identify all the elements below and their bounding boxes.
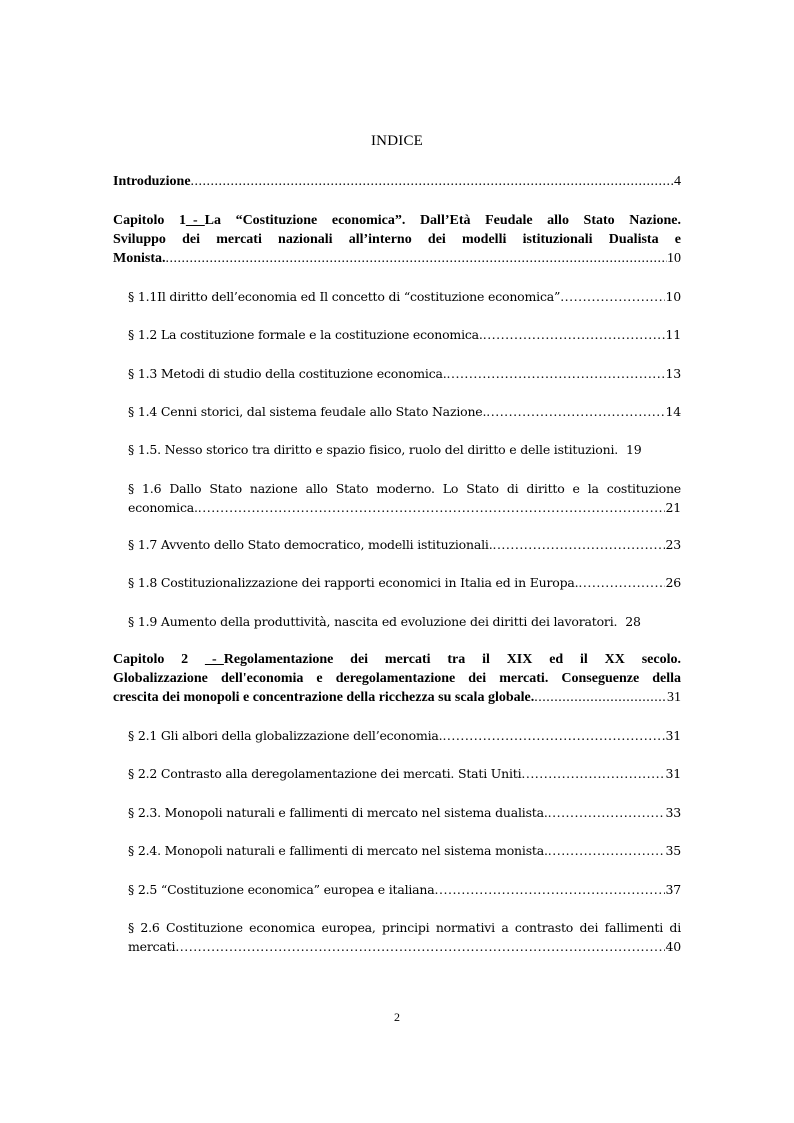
leader-dots [486, 402, 665, 421]
section-text-end: economica. [128, 500, 198, 515]
leader-dots [191, 172, 674, 191]
leader-dots [435, 880, 666, 899]
chapter-2-title: Regolamentazione dei mercati tra il XIX ed il XX secolo. [223, 652, 681, 667]
leader-dots [483, 325, 666, 344]
chapter-2-prefix: Capitolo 2 [113, 652, 189, 667]
section-text: § 1.1Il diritto dell’economia ed Il concetto di “costituzione economica” [128, 289, 561, 304]
section-text: § 1.8 Costituzionalizzazione dei rapporti economici in Italia ed in Europa. [128, 575, 579, 590]
leader-dots [548, 841, 666, 860]
leader-dots [447, 364, 666, 383]
leader-dots [548, 803, 666, 822]
toc-section-1-8[interactable] [128, 573, 681, 592]
leader-dots [521, 764, 665, 783]
leader-dots [578, 573, 665, 592]
toc-section-1-4[interactable] [128, 402, 681, 421]
section-text: § 2.2 Contrasto alla deregolamentazione dei mercati. Stati Uniti [128, 766, 522, 781]
section-text: § 2.1 Gli albori della globalizzazione dell’economia. [128, 728, 443, 743]
section-page: 26 [665, 575, 681, 590]
section-page: 31 [665, 728, 681, 743]
section-text: § 1.9 Aumento della produttività, nascita ed evoluzione dei diritti dei lavoratori. [128, 614, 618, 629]
chapter-2-line-2: Globalizzazione dell'economia e deregolamentazione dei mercati. Conseguenze della [113, 671, 681, 686]
chapter-1-line-2: Sviluppo dei mercati nazionali all’interno dei modelli istituzionali Dualista e [113, 232, 681, 247]
section-text: § 1.7 Avvento dello Stato democratico, modelli istituzionali. [128, 537, 493, 552]
toc-intro-label: Introduzione [113, 174, 191, 189]
section-page: 35 [665, 843, 681, 858]
chapter-1-prefix: Capitolo 1 [113, 213, 186, 228]
leader-dots [442, 726, 665, 745]
chapter-2-line-3 [113, 688, 681, 707]
section-text: § 2.3. Monopoli naturali e fallimenti di mercato nel sistema dualista. [128, 805, 548, 820]
toc-section-2-6[interactable] [128, 918, 681, 956]
toc-section-1-3[interactable] [128, 364, 681, 383]
section-text: § 2.5 “Costituzione economica” europea e italiana [128, 882, 435, 897]
page-title: INDICE [370, 133, 424, 149]
section-text: § 2.4. Monopoli naturali e fallimenti di mercato nel sistema monista. [128, 843, 548, 858]
section-text: § 1.5. Nesso storico tra diritto e spazio fisico, ruolo del diritto e delle istituzioni. [128, 442, 619, 457]
section-page: 33 [665, 805, 681, 820]
section-page: 37 [665, 882, 681, 897]
leader-dots [166, 249, 668, 268]
toc-section-2-4[interactable] [128, 841, 681, 860]
section-text: § 1.6 Dallo Stato nazione allo Stato moderno. Lo Stato di diritto e la costituzione [128, 481, 681, 496]
toc-intro[interactable] [113, 172, 681, 191]
section-page: 14 [665, 404, 681, 419]
section-text: § 1.2 La costituzione formale e la costituzione economica. [128, 327, 483, 342]
toc-section-1-9[interactable] [128, 612, 681, 631]
toc-section-1-2[interactable] [128, 325, 681, 344]
chapter-1-title-end: Monista. [113, 251, 166, 266]
section-page: 28 [625, 614, 641, 629]
chapter-1-line-1 [113, 211, 681, 230]
toc-section-1-6[interactable] [128, 479, 681, 517]
section-page: 13 [665, 366, 681, 381]
toc-section-1-5[interactable] [128, 440, 681, 459]
section-page: 11 [665, 327, 681, 342]
chapter-2-line-1 [113, 650, 681, 669]
toc-section-2-2[interactable] [128, 764, 681, 783]
section-page: 40 [665, 939, 681, 954]
toc-section-1-7[interactable] [128, 535, 681, 554]
section-page: 31 [665, 766, 681, 781]
section-page: 19 [626, 442, 642, 457]
chapter-2-separator: _-_ [205, 652, 224, 667]
chapter-1-separator: _-_ [185, 213, 205, 228]
section-page: 23 [665, 537, 681, 552]
chapter-1-line-3 [113, 249, 681, 268]
leader-dots [492, 535, 665, 554]
chapter-1-title: La “Costituzione economica”. Dall’Età Feudale allo Stato Nazione. [204, 213, 681, 228]
leader-dots [198, 498, 666, 517]
page-number: 2 [394, 1010, 400, 1024]
toc-chapter-2[interactable] [113, 650, 681, 707]
chapter-2-title-end: crescita dei monopoli e concentrazione della ricchezza su scala globale. [113, 690, 535, 705]
leader-dots [175, 937, 665, 956]
toc-section-2-1[interactable] [128, 726, 681, 745]
section-text: § 1.4 Cenni storici, dal sistema feudale allo Stato Nazione. [128, 404, 487, 419]
section-page: 21 [665, 500, 681, 515]
toc-section-1-1[interactable] [128, 287, 681, 306]
section-text-end: mercati [128, 939, 176, 954]
leader-dots [534, 688, 667, 707]
leader-dots [560, 287, 665, 306]
toc-chapter-1[interactable] [113, 211, 681, 268]
toc-intro-page: 4 [674, 174, 681, 189]
section-text: § 1.3 Metodi di studio della costituzione economica. [128, 366, 447, 381]
chapter-1-page: 10 [667, 251, 681, 266]
section-page: 10 [665, 289, 681, 304]
toc-section-2-3[interactable] [128, 803, 681, 822]
chapter-2-page: 31 [667, 690, 681, 705]
section-text: § 2.6 Costituzione economica europea, principi normativi a contrasto dei fallimenti di [128, 920, 681, 935]
toc-section-2-5[interactable] [128, 880, 681, 899]
